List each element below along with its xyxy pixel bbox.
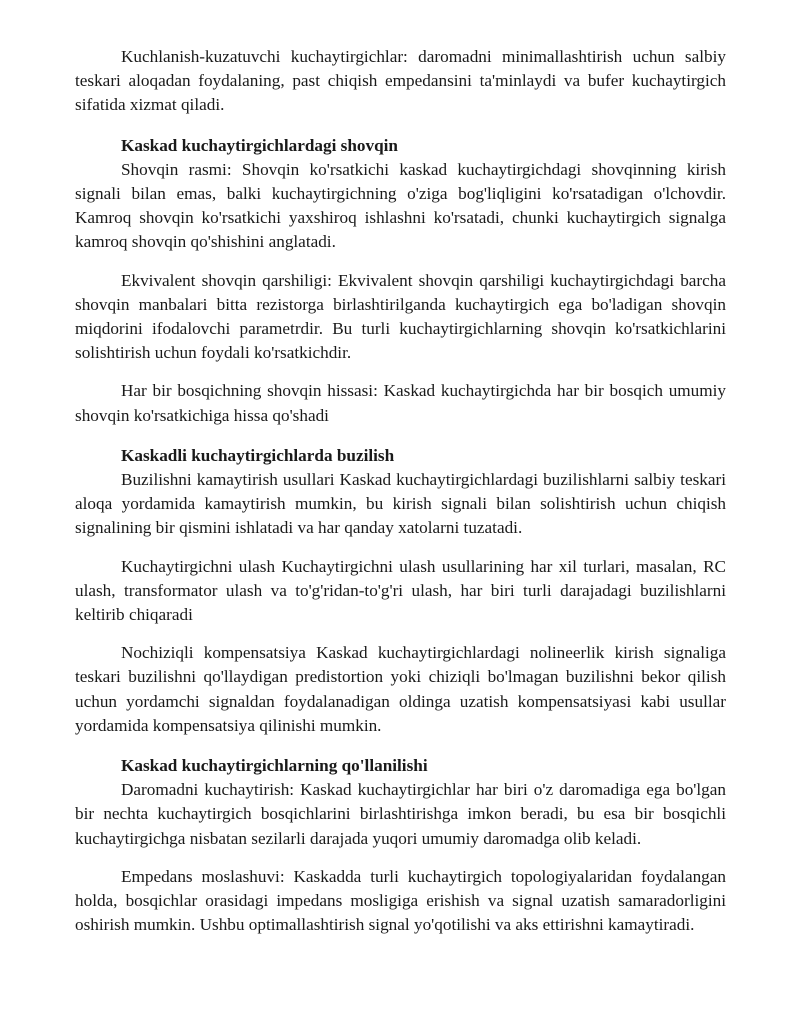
- paragraph-distortion-reduction: Buzilishni kamaytirish usullari Kaskad kuchaytirgichlardagi buzilishlarni salbiy teskari aloqa yordamida kamaytirish mumkin, bu kirish signali bilan solishtirish uchun chiqish signalining bir qismini ishlatadi va har qanday xatolarni tuzatadi.: [75, 470, 726, 538]
- paragraph-impedance-matching: Empedans moslashuvi: Kaskadda turli kuchaytirgich topologiyalaridan foydalangan holda, bosqichlar orasidagi impedans mosligiga erishish va signal uzatish samaradorligini oshirish mumkin. Ushbu optimallashtirish signal yo'qotilishi va aks ettirishni kamaytiradi.: [75, 866, 726, 935]
- spacer: [75, 627, 726, 641]
- paragraph-equivalent-noise-resistance: Ekvivalent shovqin qarshiligi: Ekvivalent shovqin qarshiligi kuchaytirgichdagi barcha shovqin manbalari bitta rezistorga birlashtirilganda kuchaytirgich ega bo'ladigan shovqin miqdorini ifodalovchi parametrdir. Bu turli kuchaytirgichlarning shovqin ko'rsatkichlarini solishtirish uchun foydali ko'rsatkichdir.: [75, 270, 726, 363]
- spacer: [75, 118, 726, 134]
- spacer: [75, 851, 726, 865]
- spacer: [75, 255, 726, 269]
- spacer: [75, 541, 726, 555]
- paragraph-amplifier-coupling: Kuchaytirgichni ulash Kuchaytirgichni ulash usullarining har xil turlari, masalan, RC ulash, transformator ulash va to'g'ridan-to'g'ri ulash, har biri turli darajadagi buzilishlarni keltirib chiqaradi: [75, 556, 726, 625]
- paragraph-nonlinear-compensation: Nochiziqli kompensatsiya Kaskad kuchaytirgichlardagi nolineerlik kirish signaliga teskari buzilishni qo'llaydigan predistortion yoki chiziqli bo'lmagan buzilishni bekor qilish uchun yordamchi signaldan foydalanadigan oldinga uzatish kompensatsiyasi kabi usullar yordamida kompensatsiya qilinishi mumkin.: [75, 643, 726, 735]
- paragraph-noise-figure: Shovqin rasmi: Shovqin ko'rsatkichi kaskad kuchaytirgichdagi shovqinning kirish signali bilan emas, balki kuchaytirgichning o'ziga bog'liqligini ko'rsatadigan o'lchovdir. Kamroq shovqin ko'rsatkichi yaxshiroq ishlashni ko'rsatadi, chunki kuchaytirgich signalga kamroq shovqin qo'shishini anglatadi.: [75, 159, 726, 252]
- spacer: [75, 428, 726, 444]
- paragraph-stage-noise-contribution: Har bir bosqichning shovqin hissasi: Kaskad kuchaytirgichda har bir bosqich umumiy shovqin ko'rsatkichiga hissa qo'shadi: [75, 381, 726, 425]
- paragraph-voltage-follower: Kuchlanish-kuzatuvchi kuchaytirgichlar: daromadni minimallashtirish uchun salbiy teskari aloqadan foydalaning, past chiqish empedansini ta'minlaydi va bufer kuchaytirgich sifatida xizmat qiladi.: [75, 47, 726, 115]
- heading-applications: Kaskad kuchaytirgichlarning qo'llanilishi: [121, 756, 428, 776]
- heading-noise: Kaskad kuchaytirgichlardagi shovqin: [121, 135, 398, 155]
- heading-distortion: Kaskadli kuchaytirgichlarda buzilish: [121, 445, 395, 465]
- spacer: [75, 738, 726, 754]
- spacer: [75, 365, 726, 379]
- paragraph-gain-amplification: Daromadni kuchaytirish: Kaskad kuchaytirgichlar har biri o'z daromadiga ega bo'lgan bir nechta kuchaytirgich bosqichlarini birlashtirishga imkon beradi, bu esa bir bosqichli kuchaytirgichga nisbatan sezilarli darajada yuqori umumiy daromadga olib keladi.: [75, 780, 726, 848]
